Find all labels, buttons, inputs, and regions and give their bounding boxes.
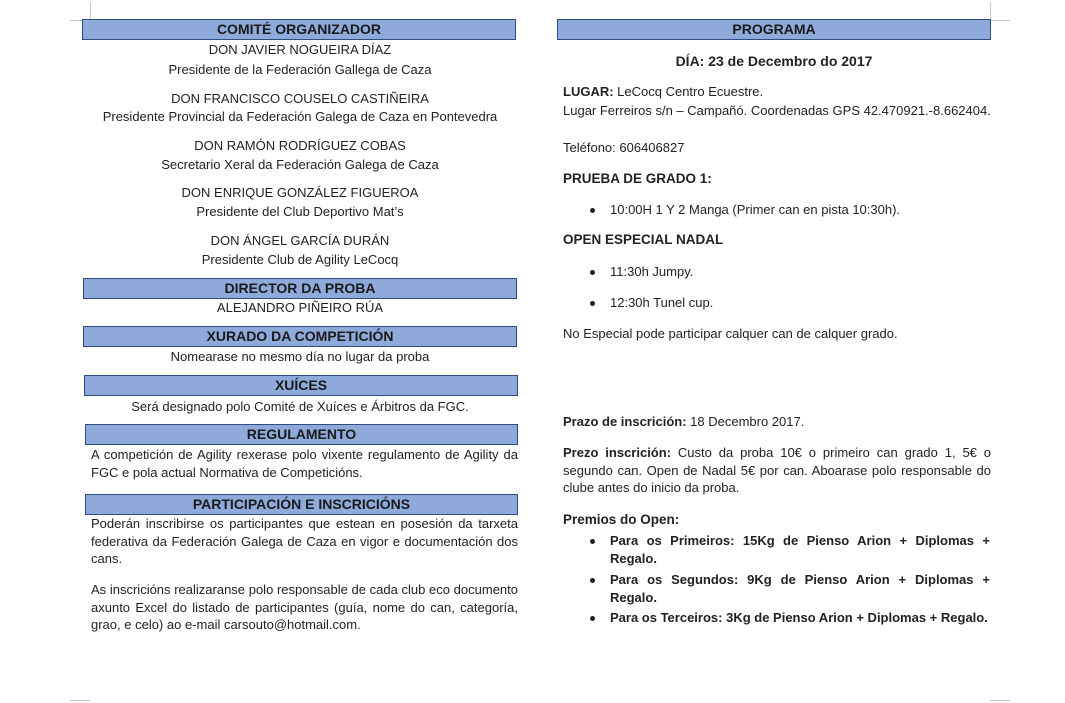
crop-mark	[990, 700, 1010, 701]
member-name: DON ÁNGEL GARCÍA DURÁN	[210, 233, 390, 248]
grado1-title: PRUEBA DE GRADO 1:	[563, 171, 712, 186]
prezo-value: Custo da proba 10€ o primeiro can grado 1, 5€ o segundo can. Open de Nadal 5€ por can. Aboarase polo responsable do clube antes do inicio da proba.	[563, 445, 992, 495]
xuices-text: Será designado polo Comité de Xuíces e Árbitros da FGC.	[131, 399, 469, 414]
crop-mark	[990, 20, 1010, 21]
regulamento-header: REGULAMENTO	[85, 424, 518, 445]
open-title: OPEN ESPECIAL NADAL	[563, 232, 724, 247]
lugar-phone: Teléfono: 606406827	[563, 140, 685, 155]
participacion-text-2: As inscricións realizaranse polo responsable de cada club eco documento axunto Excel do listado de participantes (guía, nome do can, categoría, grao, e celo) ao e-mail carsouto@hotmail.com.	[91, 582, 518, 632]
member-role: Presidente Provincial da Federación Galega de Caza en Pontevedra	[102, 109, 498, 124]
open-item: 12:30h Tunel cup.	[610, 294, 990, 312]
member-role: Presidente de la Federación Gallega de Caza	[168, 62, 432, 77]
crop-mark	[90, 2, 91, 20]
programa-header: PROGRAMA	[557, 19, 991, 40]
crop-mark	[990, 2, 991, 20]
member-name: DON ENRIQUE GONZÁLEZ FIGUEROA	[181, 185, 419, 200]
prazo-value: 18 Decembro 2017.	[686, 414, 805, 429]
xurado-text: Nomearase no mesmo día no lugar da proba	[170, 349, 430, 364]
member-name: DON FRANCISCO COUSELO CASTIÑEIRA	[171, 91, 429, 106]
participacion-header: PARTICIPACIÓN E INSCRICIÓNS	[85, 494, 518, 515]
xurado-header: XURADO DA COMPETICIÓN	[83, 326, 517, 347]
especial-note: No Especial pode participar calquer can de calquer grado.	[563, 326, 898, 341]
regulamento-text: A competición de Agility rexerase polo vixente regulamento de Agility da FGC e pola actual Normativa de Competicións.	[91, 447, 518, 480]
prezo-label: Prezo inscrición:	[563, 445, 672, 460]
grado1-item: 10:00H 1 Y 2 Manga (Primer can en pista 10:30h).	[610, 201, 990, 219]
lugar-label: LUGAR:	[563, 84, 614, 99]
member-role: Secretario Xeral da Federación Galega de Caza	[161, 157, 439, 172]
lugar-line	[563, 83, 991, 101]
member-role: Presidente Club de Agility LeCocq	[201, 252, 399, 267]
prazo-line	[563, 413, 991, 431]
director-header: DIRECTOR DA PROBA	[83, 278, 517, 299]
participacion-text-1: Poderán inscribirse os participantes que estean en posesión da tarxeta federativa da Federación Galega de Caza en vigor e documentación dos cans.	[91, 516, 518, 566]
premio-item: Para os Terceiros: 3Kg de Pienso Arion + Diplomas + Regalo.	[610, 609, 990, 627]
lugar-value: LeCocq Centro Ecuestre.	[613, 84, 764, 99]
prazo-label: Prazo de inscrición:	[563, 414, 687, 429]
director-name: ALEJANDRO PIÑEIRO RÚA	[216, 300, 384, 315]
member-name: DON JAVIER NOGUEIRA DÍAZ	[208, 42, 392, 57]
premio-item: Para os Primeiros: 15Kg de Pienso Arion + Diplomas + Regalo.	[610, 533, 990, 566]
member-name: DON RAMÓN RODRÍGUEZ COBAS	[194, 138, 406, 153]
event-date: DÍA: 23 de Decembro do 2017	[675, 53, 873, 69]
member-role: Presidente del Club Deportivo Mat’s	[196, 204, 404, 219]
premio-item: Para os Segundos: 9Kg de Pienso Arion + Diplomas + Regalo.	[610, 572, 990, 605]
crop-mark	[70, 700, 90, 701]
comite-header: COMITÉ ORGANIZADOR	[82, 19, 516, 40]
open-item: 11:30h Jumpy.	[610, 263, 990, 281]
premios-title: Premios do Open:	[563, 512, 680, 527]
xuices-header: XUÍCES	[84, 375, 518, 396]
lugar-address: Lugar Ferreiros s/n – Campañó. Coordenadas GPS 42.470921.-8.662404.	[563, 103, 991, 118]
prezo-text	[563, 444, 991, 497]
